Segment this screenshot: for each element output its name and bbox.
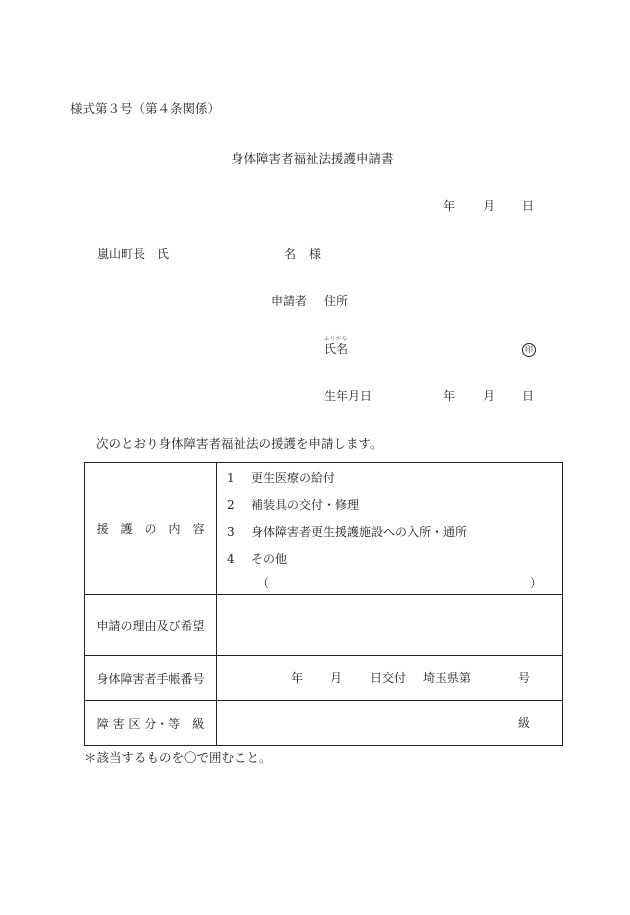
- table-row-grade: [85, 701, 563, 746]
- name-ruby: ふりがな: [324, 336, 349, 342]
- date-day-label: 日: [522, 199, 535, 213]
- handbook-field[interactable]: [217, 656, 563, 701]
- footnote: ＊該当するものを〇で囲むこと。: [84, 750, 272, 765]
- table-row-handbook: [85, 656, 563, 701]
- addressee-honorific: 様: [309, 247, 322, 261]
- application-table: [84, 462, 563, 746]
- dob-label: 生年月日: [324, 389, 373, 403]
- option-1[interactable]: 1 更生医療の給付: [227, 471, 336, 485]
- handbook-number-suffix: 号: [518, 671, 531, 685]
- other-paren-close: ）: [529, 576, 542, 590]
- table-row-reason: [85, 595, 563, 656]
- option-3[interactable]: 3 身体障害者更生援護施設への入所・通所: [227, 525, 468, 539]
- option-2[interactable]: 2 補装具の交付・修理: [227, 498, 360, 512]
- addressee-name-label: 名: [284, 247, 297, 261]
- applicant-label: 申請者: [271, 294, 308, 308]
- form-number: 様式第３号（第４条関係）: [70, 101, 221, 116]
- reason-field[interactable]: [217, 595, 563, 656]
- dob-month-label: 月: [483, 389, 496, 403]
- handbook-month-label: 月: [330, 671, 343, 685]
- option-4[interactable]: 4 その他: [227, 552, 288, 566]
- seal-mark: 印: [522, 343, 536, 357]
- addressee-mayor: 嵐山町長 氏: [97, 247, 170, 261]
- grade-label: 障 害 区 分・等 級: [85, 701, 217, 746]
- name-label: 氏名: [324, 342, 349, 356]
- other-paren-open: （: [257, 576, 270, 590]
- grade-field[interactable]: [217, 701, 563, 746]
- date-year-label: 年: [443, 199, 456, 213]
- date-month-label: 月: [483, 199, 496, 213]
- reason-label: 申請の理由及び希望: [85, 595, 217, 656]
- intro-text: 次のとおり身体障害者福祉法の援護を申請します。: [96, 436, 383, 451]
- support-content-label: 援 護 の 内 容: [85, 463, 217, 595]
- document-title: 身体障害者福祉法援護申請書: [231, 151, 394, 166]
- support-options-cell: [217, 463, 563, 595]
- table-row-support-content: [85, 463, 563, 595]
- handbook-year-label: 年: [291, 671, 304, 685]
- handbook-issued-label: 日交付: [370, 671, 407, 685]
- dob-day-label: 日: [522, 389, 535, 403]
- handbook-pref-label: 埼玉県第: [423, 671, 472, 685]
- address-label: 住所: [324, 294, 349, 308]
- handbook-label: 身体障害者手帳番号: [85, 656, 217, 701]
- dob-year-label: 年: [443, 389, 456, 403]
- grade-suffix: 級: [518, 716, 531, 730]
